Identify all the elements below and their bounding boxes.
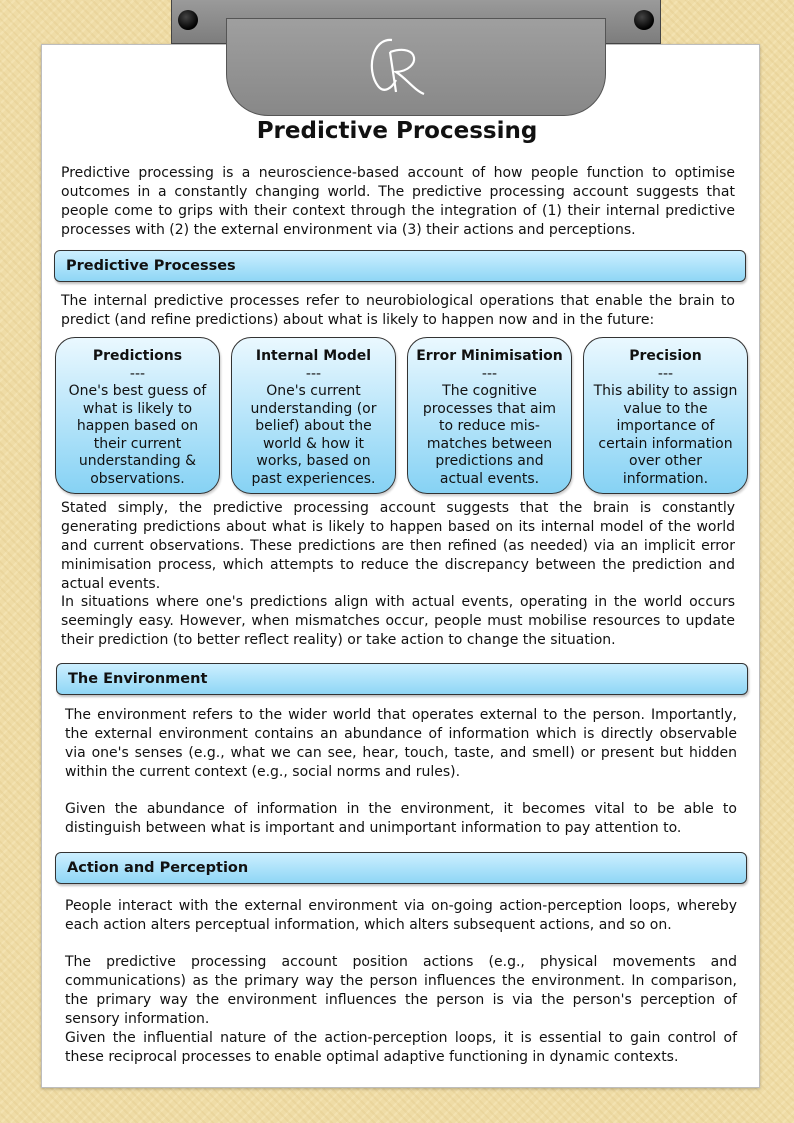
concept-box-precision (583, 337, 748, 494)
concept-text: One's current understanding (or belief) about the world & how it works, based on past experiences. (250, 383, 377, 487)
concept-separator: --- (129, 365, 146, 382)
action-paragraph-1: People interact with the external environment via on-going action-perception loops, whereby each action alters perceptual information, which alters subsequent actions, and so on. (65, 898, 737, 933)
concept-separator: --- (481, 365, 498, 382)
action-paragraph-2: The predictive processing account position actions (e.g., physical movements and communications) as the primary way the person influences the environment. In comparison, the primary way the environment influences the person is via the person's perception of sensory information. (65, 954, 737, 1027)
concept-box-predictions (55, 337, 220, 494)
section-header-environment: The Environment (56, 663, 748, 695)
concept-separator: --- (305, 365, 322, 382)
processes-paragraph-2: In situations where one's predictions align with actual events, operating in the world occurs seemingly easy. However, when mismatches occur, people must mobilise resources to update their prediction (to better reflect reality) or take action to change the situation. (61, 594, 735, 648)
section-header-predictive-processes: Predictive Processes (54, 250, 746, 282)
concept-text: The cognitive processes that aim to reduce mis-matches between predictions and actual events. (422, 383, 557, 487)
left-screw-icon (178, 10, 198, 30)
page-title: Predictive Processing (256, 118, 538, 144)
concept-title: Precision (629, 348, 702, 364)
concept-title: Error Minimisation (416, 348, 563, 364)
section-header-action-perception: Action and Perception (55, 852, 747, 884)
environment-paragraph-2: Given the abundance of information in the environment, it becomes vital to be able to distinguish between what is important and unimportant information to pay attention to. (65, 801, 737, 836)
environment-paragraph-1: The environment refers to the wider world that operates external to the person. Importantly, the external environment contains an abundance of information which is directly observable via one's senses (e.g., what we can see, hear, touch, taste, and smell) or present but hidden within the current context (e.g., social norms and rules). (65, 707, 737, 780)
concept-box-internal-model (231, 337, 396, 494)
concept-box-error-minimisation (407, 337, 572, 494)
right-screw-icon (634, 10, 654, 30)
concept-title: Internal Model (255, 348, 372, 364)
concept-separator: --- (657, 365, 674, 382)
processes-lead-paragraph: The internal predictive processes refer to neurobiological operations that enable the brain to predict (and refine predictions) about what is likely to happen now and in the future: (61, 293, 735, 328)
action-paragraph-3: Given the influential nature of the action-perception loops, it is essential to gain control of these reciprocal processes to enable optimal adaptive functioning in dynamic contexts. (65, 1030, 737, 1065)
concept-text: One's best guess of what is likely to happen based on their current understanding & observations. (68, 383, 207, 487)
processes-paragraph-1: Stated simply, the predictive processing account suggests that the brain is constantly generating predictions about what is likely to happen based on its internal model of the world and current observations. These predictions are then refined (as needed) via an implicit error minimisation process, which attempts to reduce the discrepancy between the prediction and actual events. (61, 500, 735, 592)
concept-title: Predictions (92, 348, 183, 364)
concept-text: This ability to assign value to the importance of certain information over other information. (593, 383, 738, 487)
cr-logo-icon (362, 30, 428, 104)
intro-paragraph: Predictive processing is a neuroscience-based account of how people function to optimise outcomes in a constantly changing world. The predictive processing account suggests that people come to grips with their context through the integration of (1) their internal predictive processes with (2) the external environment via (3) their actions and perceptions. (61, 165, 735, 238)
